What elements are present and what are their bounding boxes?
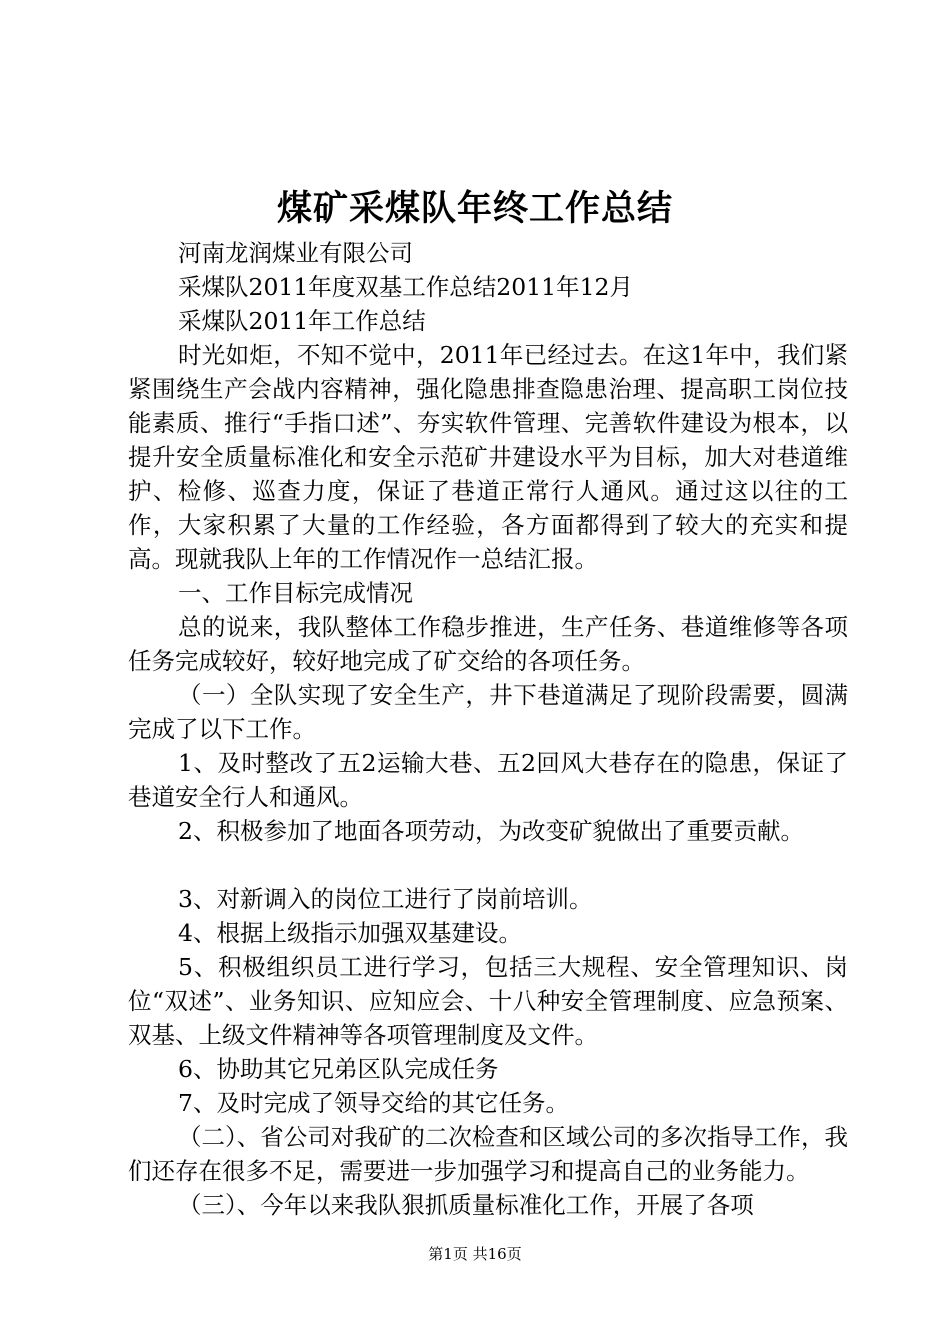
- page-footer: 第1页 共16页: [428, 1245, 522, 1263]
- intro-paragraph: 时光如炬，不知不觉中，2011年已经过去。在这1年中，我们紧紧围绕生产会战内容精神，强化隐患排查隐患治理、提高职工岗位技能素质、推行“手指口述”、夯实软件管理、完善软件建设为根本，以提升安全质量标准化和安全示范矿井建设水平为目标，加大对巷道维护、检修、巡查力度，保证了巷道正常行人通风。通过这以往的工作，大家积累了大量的工作经验，各方面都得到了较大的充实和提高。现就我队上年的工作情况作一总结汇报。: [128, 341, 848, 573]
- list-item: 3、对新调入的岗位工进行了岗前培训。: [178, 885, 593, 913]
- report-heading: 采煤队2011年工作总结: [178, 307, 426, 335]
- list-item: 7、及时完成了领导交给的其它任务。: [178, 1089, 569, 1117]
- subsection-three: （三）、今年以来我队狠抓质量标准化工作，开展了各项: [178, 1191, 754, 1219]
- section-heading: 一、工作目标完成情况: [178, 579, 413, 607]
- list-item: 1、及时整改了五2运输大巷、五2回风大巷存在的隐患，保证了巷道安全行人和通风。: [128, 749, 848, 811]
- summary-paragraph: 总的说来，我队整体工作稳步推进，生产任务、巷道维修等各项任务完成较好，较好地完成了矿交给的各项任务。: [128, 613, 848, 675]
- document-body: [128, 236, 848, 1222]
- subsection-two: （二）、省公司对我矿的二次检查和区域公司的多次指导工作，我们还存在很多不足，需要进一步加强学习和提高自己的业务能力。: [128, 1123, 848, 1185]
- document-title: 煤矿采煤队年终工作总结: [276, 188, 673, 229]
- report-subtitle: 采煤队2011年度双基工作总结2011年12月: [178, 273, 634, 301]
- company-name: 河南龙润煤业有限公司: [178, 239, 413, 267]
- blank-line: [128, 848, 848, 882]
- list-item: 4、根据上级指示加强双基建设。: [178, 919, 522, 947]
- list-item: 2、积极参加了地面各项劳动，为改变矿貌做出了重要贡献。: [178, 817, 804, 845]
- list-item: 6、协助其它兄弟区队完成任务: [178, 1055, 499, 1083]
- subsection-one: （一）全队实现了安全生产，井下巷道满足了现阶段需要，圆满完成了以下工作。: [128, 681, 848, 743]
- list-item: 5、积极组织员工进行学习，包括三大规程、安全管理知识、岗位“双述”、业务知识、应知应会、十八种安全管理制度、应急预案、双基、上级文件精神等各项管理制度及文件。: [128, 953, 848, 1049]
